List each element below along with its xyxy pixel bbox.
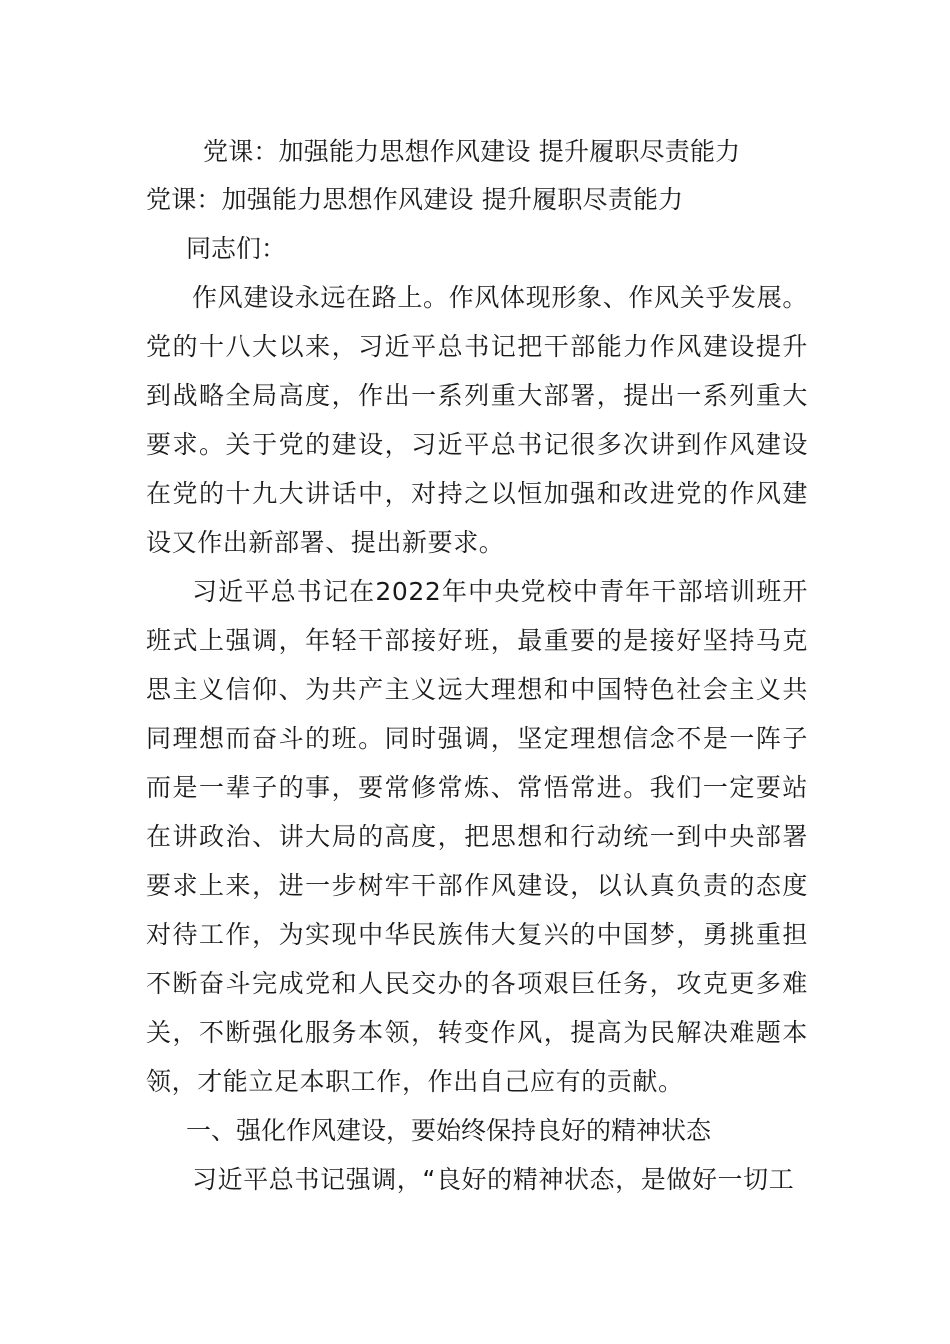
paragraph-3: 习近平总书记强调，“良好的精神状态，是做好一切工 — [192, 1165, 795, 1194]
document-body — [146, 224, 808, 1204]
paragraph-2: 习近平总书记在2022年中央党校中青年干部培训班开班式上强调，年轻干部接好班，最重要的是接好坚持马克思主义信仰、为共产主义远大理想和中国特色社会主义共同理想而奋斗的班。同时强调，坚定理想信念不是一阵子而是一辈子的事，要常修常炼、常悟常进。我们一定要站在讲政治、讲大局的高度，把思想和行动统一到中央部署要求上来，进一步树牢干部作风建设，以认真负责的态度对待工作，为实现中华民族伟大复兴的中国梦，勇挑重担不断奋斗完成党和人民交办的各项艰巨任务，攻克更多难关，不断强化服务本领，转变作风，提高为民解决难题本领，才能立足本职工作，作出自己应有的贡献。 — [146, 577, 808, 1096]
greeting: 同志们： — [186, 234, 287, 263]
paragraph-1: 作风建设永远在路上。作风体现形象、作风关乎发展。党的十八大以来，习近平总书记把干部能力作风建设提升到战略全局高度，作出一系列重大部署，提出一系列重大要求。关于党的建设，习近平总书记很多次讲到作风建设在党的十九大讲话中，对持之以恒加强和改进党的作风建设又作出新部署、提出新要求。 — [146, 283, 808, 557]
section-heading: 一、强化作风建设，要始终保持良好的精神状态 — [186, 1116, 712, 1145]
document-title: 党课：加强能力思想作风建设 提升履职尽责能力 — [203, 137, 741, 166]
document-subtitle: 党课：加强能力思想作风建设 提升履职尽责能力 — [146, 185, 684, 214]
